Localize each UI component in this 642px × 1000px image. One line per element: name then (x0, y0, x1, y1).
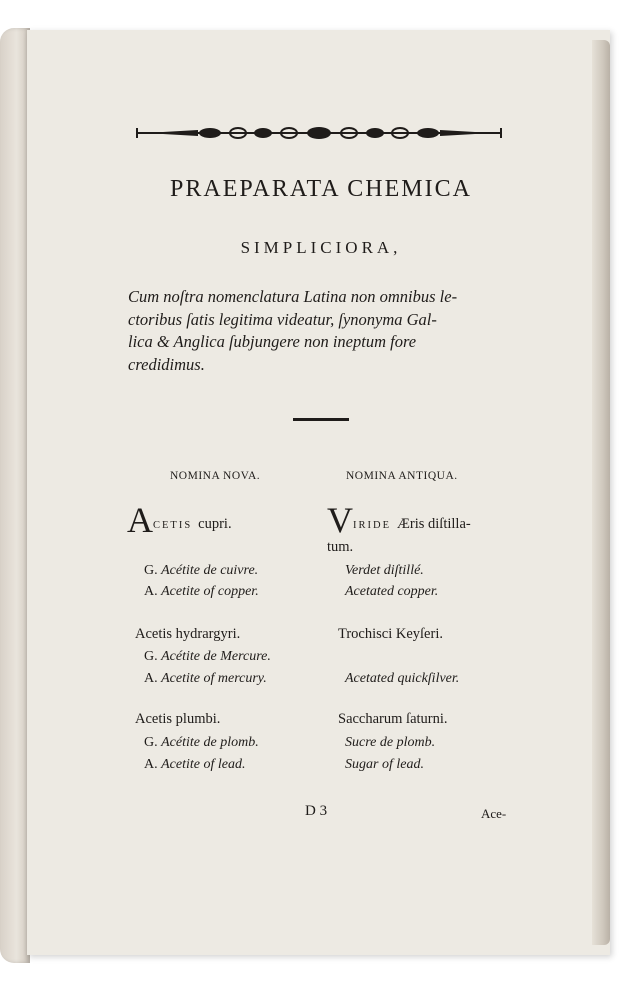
page-subtitle: SIMPLICIORA, (240, 238, 402, 257)
synonym-text: Acetite of lead. (161, 757, 246, 772)
small-caps: CETIS (153, 520, 193, 531)
old-french-synonym (345, 735, 435, 751)
signature-mark: D 3 (305, 803, 328, 819)
old-english-synonym (345, 584, 438, 600)
synonym-text: Acétite de cuivre. (161, 563, 259, 578)
synonym-label: A. (144, 671, 158, 686)
catchword: Ace- (481, 806, 507, 821)
synonym-text: Acetated quickſilver. (345, 671, 460, 686)
synonym-label: G. (144, 649, 158, 664)
english-synonym (144, 671, 267, 687)
column-heading-new-names: NOMINA NOVA. (170, 470, 261, 482)
drop-cap: A (127, 500, 153, 540)
french-synonym (144, 563, 258, 579)
synonym-label: G. (144, 563, 158, 578)
intro-line: credidimus. (128, 354, 205, 374)
entry-old-name: Trochisci Keyſeri. (338, 626, 443, 642)
intro-line: ctoribus ſatis legitima videatur, ſynonyma Gal- (128, 309, 437, 329)
section-divider (293, 418, 349, 421)
english-synonym (144, 757, 245, 773)
entry-new-name (127, 502, 232, 538)
synonym-label: A. (144, 584, 158, 599)
entry-text: cupri. (198, 516, 232, 532)
french-synonym (144, 649, 271, 665)
entry-new-name: Acetis hydrargyri. (135, 626, 241, 642)
synonym-text: Verdet diſtillé. (345, 563, 424, 578)
synonym-text: Acetite of mercury. (161, 671, 267, 686)
column-heading-old-names: NOMINA ANTIQUA. (346, 470, 458, 482)
drop-cap: V (327, 500, 353, 540)
intro-line: lica & Anglica ſubjungere non ineptum fore (128, 332, 417, 351)
synonym-label: G. (144, 735, 158, 750)
entry-old-name: Saccharum ſaturni. (338, 711, 448, 727)
entry-old-name-continued: tum. (327, 539, 354, 555)
entry-old-name (327, 502, 471, 538)
french-synonym (144, 735, 259, 751)
synonym-label: A. (144, 757, 158, 772)
entry-text: Æris diſtilla- (397, 516, 471, 532)
ornament-header (135, 125, 503, 141)
synonym-text: Acétite de plomb. (161, 735, 259, 750)
synonym-text: Acetated copper. (345, 584, 439, 599)
synonym-text: Acétite de Mercure. (161, 649, 271, 664)
synonym-text: Acetite of copper. (161, 584, 259, 599)
synonym-text: Sugar of lead. (345, 757, 424, 772)
old-english-synonym (345, 671, 459, 687)
old-french-synonym (345, 563, 424, 579)
synonym-text: Sucre de plomb. (345, 735, 436, 750)
left-page-edge (0, 28, 30, 963)
old-english-synonym (345, 757, 424, 773)
english-synonym (144, 584, 259, 600)
intro-paragraph (128, 286, 523, 376)
entry-new-name: Acetis plumbi. (135, 711, 221, 727)
small-caps: IRIDE (353, 520, 391, 531)
intro-line: Cum noſtra nomenclatura Latina non omnibus le- (128, 287, 458, 306)
page-title: PRAEPARATA CHEMICA (170, 176, 472, 202)
